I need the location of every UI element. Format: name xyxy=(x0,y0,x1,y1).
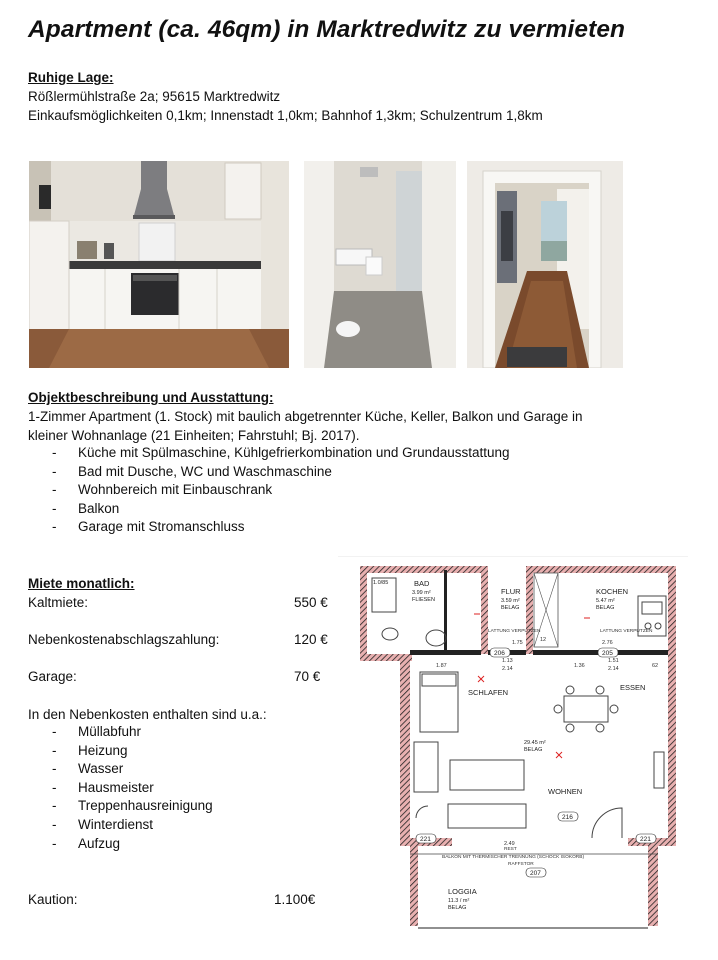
page-title: Apartment (ca. 46qm) in Marktredwitz zu vermieten xyxy=(28,16,626,43)
feature-item: - Küche mit Spülmaschine, Kühlgefrierkombination und Grundausstattung xyxy=(28,444,510,463)
room-tag: 221 xyxy=(420,836,431,843)
included-item: - Müllabfuhr xyxy=(28,723,213,742)
room-tag: 205 xyxy=(602,650,613,657)
garage-label: Garage: xyxy=(28,669,77,684)
rent-heading: Miete monatlich: xyxy=(28,576,135,591)
location-heading: Ruhige Lage: xyxy=(28,70,114,85)
balcony-note: BALKON MIT THERMISCHER TRENNUNG (SCHOCK ISOKORB) xyxy=(442,855,585,860)
window-note: 1.0/85 xyxy=(373,580,389,586)
room-bad-area: 3.99 m² xyxy=(412,590,431,596)
rest-note: REST xyxy=(504,847,517,852)
room-loggia-floor: BELAG xyxy=(448,905,467,911)
included-item: - Hausmeister xyxy=(28,779,213,798)
room-kochen-area: 5.47 m² xyxy=(596,598,615,604)
room-tag: 216 xyxy=(562,814,573,821)
dim-label: 2.14 xyxy=(608,666,619,672)
dim-label: 2.76 xyxy=(602,640,613,646)
included-item: - Winterdienst xyxy=(28,816,213,835)
address-text: Rößlermühlstraße 2a; 95615 Marktredwitz xyxy=(28,89,281,104)
feature-item: - Bad mit Dusche, WC und Waschmaschine xyxy=(28,463,510,482)
room-flur-area: 3.59 m² xyxy=(501,598,520,604)
included-item: - Treppenhausreinigung xyxy=(28,797,213,816)
hallway-photo xyxy=(467,161,623,368)
room-bad-label: BAD xyxy=(414,579,430,588)
description-line-1: 1-Zimmer Apartment (1. Stock) mit baulich abgetrennter Küche, Keller, Balkon und Garage in xyxy=(28,409,583,424)
dim-label: 1.87 xyxy=(436,663,447,669)
kaltmiete-value: 550 € xyxy=(294,595,328,610)
floor-plan xyxy=(338,556,688,936)
deposit-label: Kaution: xyxy=(28,892,78,907)
description-heading: Objektbeschreibung und Ausstattung: xyxy=(28,390,274,405)
garage-value: 70 € xyxy=(294,669,321,684)
room-main-area: 29.45 m² xyxy=(524,740,546,746)
dim-label: 12 xyxy=(540,637,547,643)
room-bad-floor: FLIESEN xyxy=(412,597,435,603)
dim-label: 2.14 xyxy=(502,666,513,672)
room-flur-floor: BELAG xyxy=(501,605,520,611)
included-item: - Heizung xyxy=(28,742,213,761)
included-item: - Wasser xyxy=(28,760,213,779)
room-tag: 221 xyxy=(640,836,651,843)
room-schlafen-label: SCHLAFEN xyxy=(468,688,509,697)
deposit-value: 1.100€ xyxy=(274,892,316,907)
room-loggia-area: 11.3 / m² xyxy=(448,898,470,904)
included-list xyxy=(28,723,213,853)
nebenkosten-value: 120 € xyxy=(294,632,328,647)
feature-list xyxy=(28,444,510,537)
lattung-note-2: LATTUNG VERPUTZEN xyxy=(600,629,653,634)
feature-item: - Garage mit Stromanschluss xyxy=(28,518,510,537)
room-essen-label: ESSEN xyxy=(620,683,646,692)
dim-label: 1.51 xyxy=(608,658,619,664)
lattung-note-1: LATTUNG VERPUTZEN xyxy=(488,629,541,634)
room-flur-label: FLUR xyxy=(501,587,521,596)
room-tag: 206 xyxy=(494,650,505,657)
room-tag: 207 xyxy=(530,870,541,877)
dim-label: 1.13 xyxy=(502,658,513,664)
dim-label: 1.75 xyxy=(512,640,523,646)
included-item: - Aufzug xyxy=(28,835,213,854)
room-wohnen-label: WOHNEN xyxy=(548,787,583,796)
nebenkosten-label: Nebenkostenabschlagszahlung: xyxy=(28,632,220,647)
room-loggia-label: LOGGIA xyxy=(448,887,477,896)
dim-label: 2.49 xyxy=(504,841,515,847)
feature-item: - Wohnbereich mit Einbauschrank xyxy=(28,481,510,500)
feature-item: - Balkon xyxy=(28,500,510,519)
raffstor-note: RAFFSTOR xyxy=(508,862,534,867)
room-kochen-label: KOCHEN xyxy=(596,587,629,596)
bathroom-photo xyxy=(304,161,456,368)
description-line-2: kleiner Wohnanlage (21 Einheiten; Fahrstuhl; Bj. 2017). xyxy=(28,428,360,443)
dim-label: 1.36 xyxy=(574,663,585,669)
room-main-floor: BELAG xyxy=(524,747,543,753)
dim-label: 62 xyxy=(652,663,659,669)
kaltmiete-label: Kaltmiete: xyxy=(28,595,89,610)
kitchen-photo xyxy=(29,161,289,368)
room-kochen-floor: BELAG xyxy=(596,605,615,611)
distances-text: Einkaufsmöglichkeiten 0,1km; Innenstadt 1,0km; Bahnhof 1,3km; Schulzentrum 1,8km xyxy=(28,108,543,123)
included-heading: In den Nebenkosten enthalten sind u.a.: xyxy=(28,707,267,722)
